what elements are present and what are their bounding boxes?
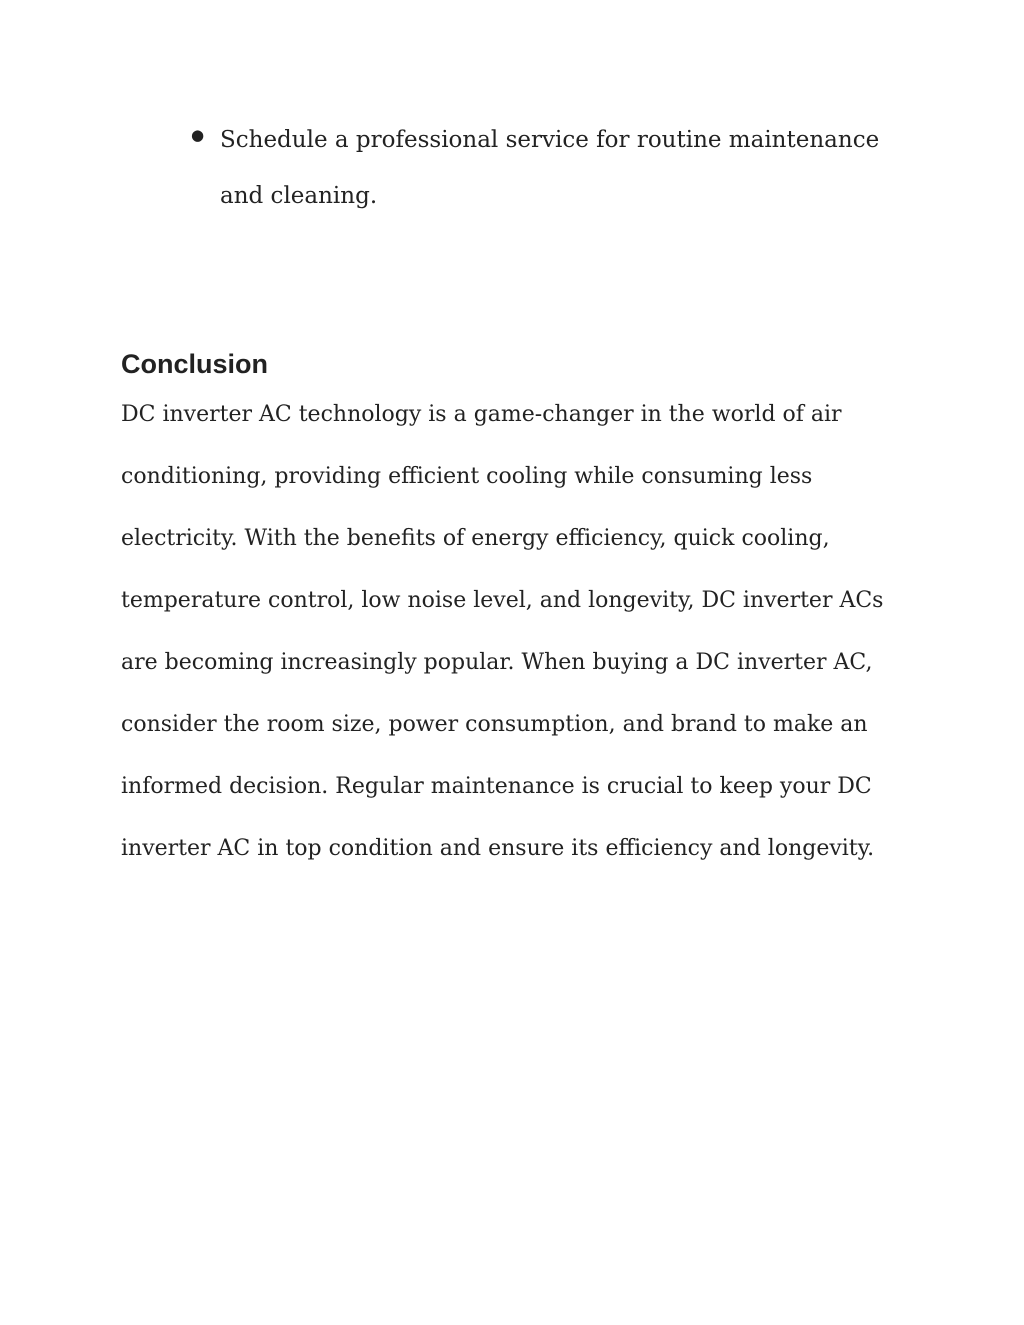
conclusion-paragraph: DC inverter AC technology is a game-changer in the world of air conditioning, providing efficient cooling while consuming less electricity. With the benefits of energy efficiency, quick cooling, temperature control, low noise level, and longevity, DC inverter ACs are becoming increasingly popular. When buying a DC inverter AC, consider the room size, power consumption, and brand to make an informed decision. Regular maintenance is crucial to keep your DC inverter AC in top condition and ensure its efficiency and longevity. <box>121 402 884 861</box>
bullet-dot-icon: ● <box>191 126 205 144</box>
bullet-list <box>188 112 908 224</box>
section-heading: Conclusion <box>121 349 268 379</box>
list-item <box>188 112 908 224</box>
list-item-text: Schedule a professional service for routine maintenance and cleaning. <box>220 127 880 209</box>
